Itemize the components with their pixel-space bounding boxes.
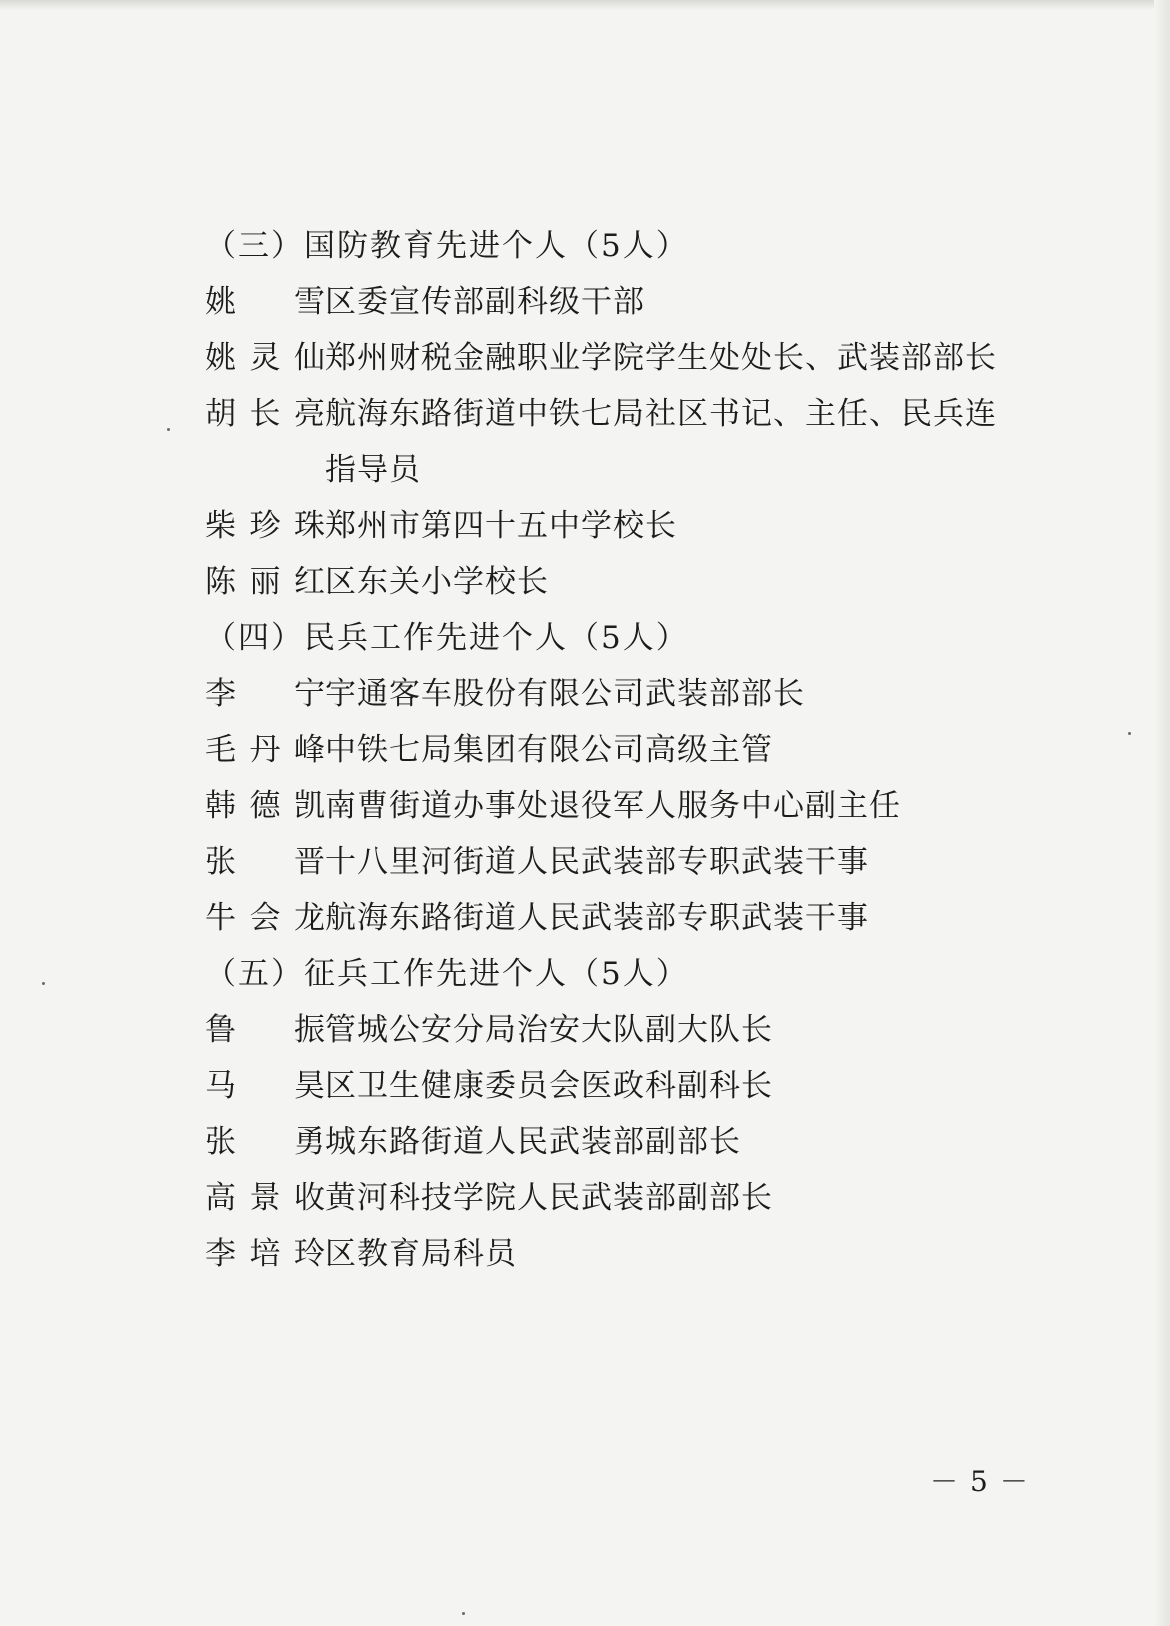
- list-item: [205, 1058, 1025, 1114]
- list-item: [205, 554, 1025, 610]
- person-name: 牛会龙: [205, 900, 325, 936]
- person-title: 航海东路街道中铁七局社区书记、主任、民兵连指导员: [325, 396, 997, 488]
- person-name: 毛丹峰: [205, 732, 325, 768]
- list-item: [205, 1002, 1025, 1058]
- section-conscription-work: [205, 946, 1025, 1282]
- person-title: 郑州市第四十五中学校长: [325, 508, 677, 544]
- person-name: 马 昊: [205, 1068, 325, 1104]
- list-item: [205, 498, 1025, 554]
- person-title: 管城公安分局治安大队副大队长: [325, 1012, 773, 1048]
- person-name: 李 宁: [205, 676, 325, 712]
- person-name: 姚灵仙: [205, 340, 325, 376]
- section-heading: （三）国防教育先进个人（5人）: [205, 228, 689, 264]
- person-title: 黄河科技学院人民武装部副部长: [325, 1180, 773, 1216]
- person-name: 张 勇: [205, 1124, 325, 1160]
- person-name: 姚 雪: [205, 284, 325, 320]
- list-item: [205, 386, 1025, 498]
- person-title: 区委宣传部副科级干部: [325, 284, 645, 320]
- person-title: 城东路街道人民武装部副部长: [325, 1124, 741, 1160]
- page-edge-shadow-right: [1154, 0, 1170, 1626]
- list-item: [205, 890, 1025, 946]
- person-name: 韩德凯: [205, 788, 325, 824]
- person-name: 张 晋: [205, 844, 325, 880]
- person-name: 鲁 振: [205, 1012, 325, 1048]
- scan-speck: [462, 1612, 465, 1615]
- list-item: [205, 1226, 1025, 1282]
- list-item: [205, 274, 1025, 330]
- list-item: [205, 778, 1025, 834]
- person-title: 十八里河街道人民武装部专职武装干事: [325, 844, 869, 880]
- section-heading: （五）征兵工作先进个人（5人）: [205, 956, 689, 992]
- person-title: 区东关小学校长: [325, 564, 549, 600]
- section-national-defense-education: [205, 218, 1025, 610]
- person-name: 胡长亮: [205, 396, 325, 432]
- person-title: 中铁七局集团有限公司高级主管: [325, 732, 773, 768]
- person-title: 宇通客车股份有限公司武装部部长: [325, 676, 805, 712]
- list-item: [205, 834, 1025, 890]
- list-item: [205, 1114, 1025, 1170]
- person-title: 南曹街道办事处退役军人服务中心副主任: [325, 788, 901, 824]
- document-body: [205, 218, 1025, 1282]
- person-title: 区教育局科员: [325, 1236, 517, 1272]
- person-title: 郑州财税金融职业学院学生处处长、武装部部长: [325, 340, 997, 376]
- list-item: [205, 330, 1025, 386]
- scan-speck: [42, 982, 45, 985]
- person-name: 柴珍珠: [205, 508, 325, 544]
- person-name: 高景收: [205, 1180, 325, 1216]
- section-militia-work: [205, 610, 1025, 946]
- page-edge-shadow: [0, 0, 1170, 10]
- scan-speck: [1128, 732, 1131, 735]
- person-name: 陈丽红: [205, 564, 325, 600]
- list-item: [205, 1170, 1025, 1226]
- list-item: [205, 666, 1025, 722]
- scan-speck: [167, 428, 170, 431]
- page-number: －5－: [930, 1465, 1040, 1498]
- section-heading: （四）民兵工作先进个人（5人）: [205, 620, 689, 656]
- person-title: 区卫生健康委员会医政科副科长: [325, 1068, 773, 1104]
- list-item: [205, 722, 1025, 778]
- person-name: 李培玲: [205, 1236, 325, 1272]
- person-title: 航海东路街道人民武装部专职武装干事: [325, 900, 869, 936]
